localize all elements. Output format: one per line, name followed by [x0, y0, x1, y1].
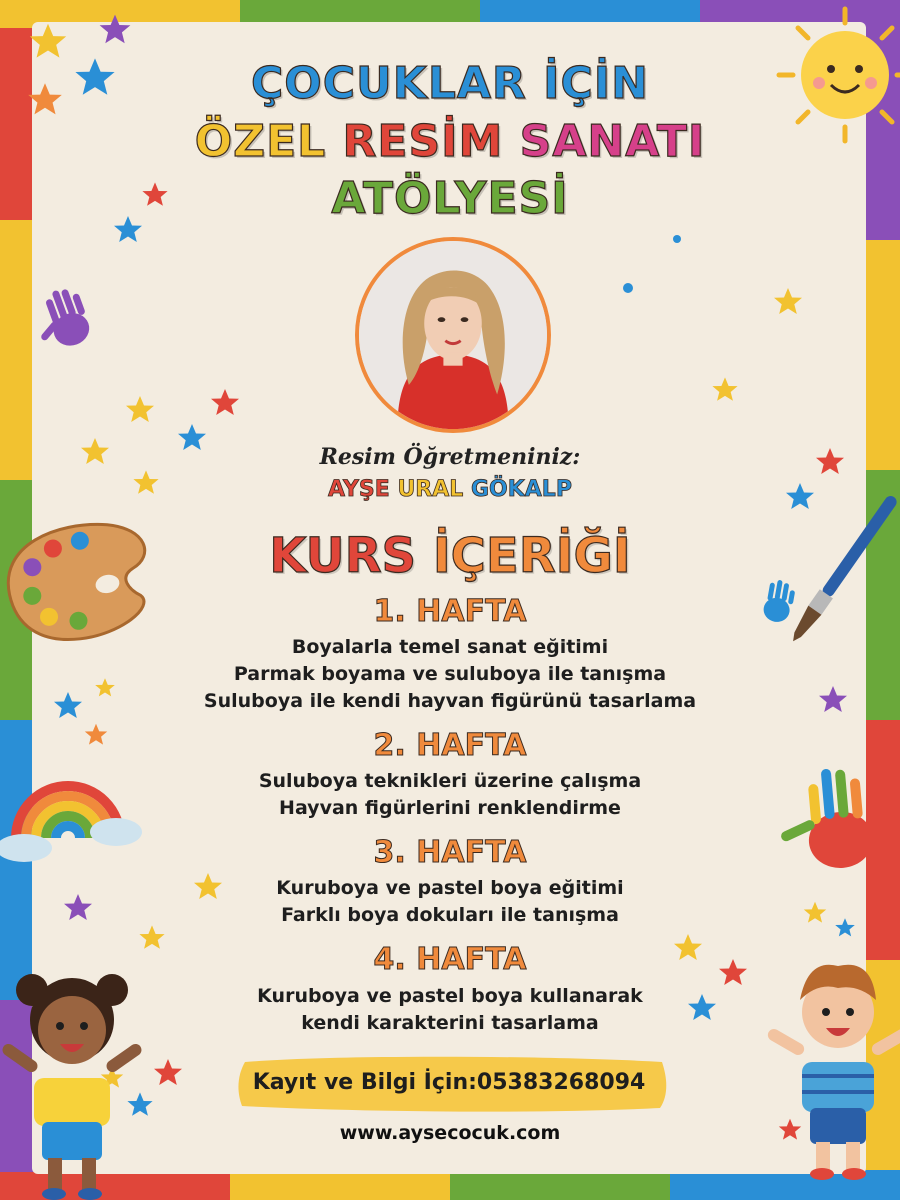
title-word: RESİM [342, 116, 504, 167]
teacher-name-part: AYŞE [328, 477, 390, 502]
week-1-line: Boyalarla temel sanat eğitimi [291, 636, 609, 658]
teacher-portrait [355, 237, 551, 433]
section-title-word: İÇERİĞİ [432, 528, 631, 584]
contact-label: Kayıt ve Bilgi İçin: [252, 1070, 477, 1095]
title-word: ÇOCUKLAR [251, 58, 527, 109]
course-content-title [0, 528, 900, 584]
week-3-line: Kuruboya ve pastel boya eğitimi [276, 877, 624, 899]
section-title-word: KURS [269, 528, 417, 584]
title-word: İÇİN [543, 58, 649, 109]
title-line-2 [0, 116, 900, 167]
week-4-line: Kuruboya ve pastel boya kullanarak [257, 985, 643, 1007]
contact-info [239, 1070, 659, 1095]
title-word: ATÖLYESİ [331, 173, 569, 224]
title-line-3 [0, 173, 900, 224]
week-3-heading: 3. HAFTA [373, 835, 527, 870]
week-2-heading: 2. HAFTA [373, 728, 527, 763]
week-4-line: kendi karakterini tasarlama [301, 1012, 599, 1034]
week-4-heading: 4. HAFTA [373, 942, 527, 977]
title-word: ÖZEL [194, 116, 327, 167]
week-1-line: Parmak boyama ve suluboya ile tanışma [233, 663, 667, 685]
teacher-label: Resim Öğretmeniniz: [319, 444, 581, 470]
website-link[interactable]: www.aysecocuk.com [339, 1122, 561, 1144]
week-3-line: Farklı boya dokuları ile tanışma [281, 904, 619, 926]
week-2-line: Suluboya teknikleri üzerine çalışma [258, 770, 642, 792]
title-word: SANATI [519, 116, 706, 167]
week-2-line: Hayvan figürlerini renklendirme [279, 797, 621, 819]
title-line-1 [0, 58, 900, 109]
week-1-heading: 1. HAFTA [373, 594, 527, 629]
teacher-name-part: GÖKALP [470, 477, 572, 502]
teacher-name-part: URAL [397, 477, 464, 502]
teacher-name [0, 477, 900, 502]
phone-number[interactable]: 05383268094 [476, 1070, 646, 1095]
handprint-icon [27, 283, 95, 355]
week-1-line: Suluboya ile kendi hayvan figürünü tasarlama [203, 690, 697, 712]
